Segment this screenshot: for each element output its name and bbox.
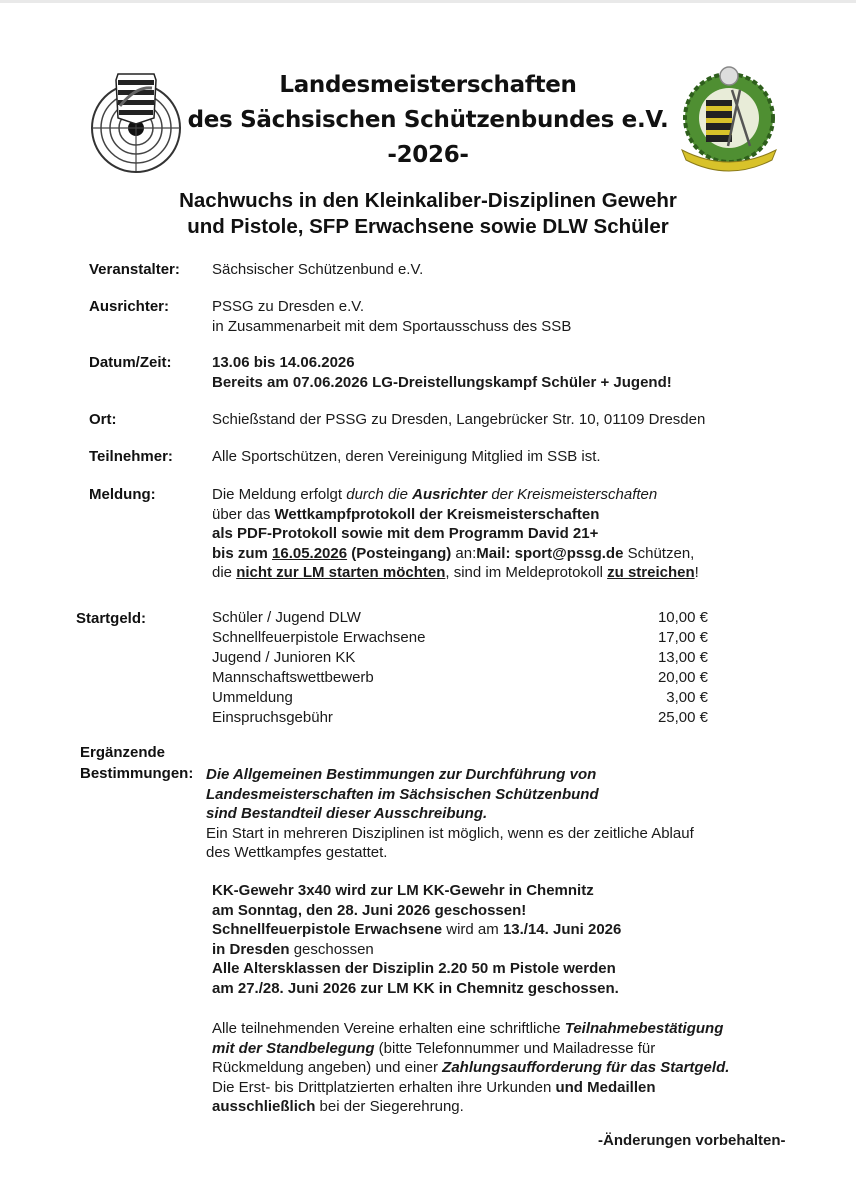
text: (Posteingang) bbox=[347, 544, 452, 562]
text bbox=[212, 920, 621, 940]
fee-name: Schnellfeuerpistole Erwachsene bbox=[212, 629, 426, 646]
text: zu streichen bbox=[607, 564, 695, 581]
fee-row bbox=[212, 609, 708, 629]
text: Die Allgemeinen Bestimmungen zur Durchführung von bbox=[206, 766, 597, 783]
text: der Kreismeisterschaften bbox=[487, 486, 658, 503]
text: die bbox=[212, 564, 237, 581]
meldung-line-4 bbox=[212, 544, 699, 564]
text: Wettkampfprotokoll der Kreismeisterschaften bbox=[274, 505, 600, 523]
text: sind Bestandteil dieser Ausschreibung. bbox=[206, 805, 488, 822]
text: Rückmeldung angeben) und einer bbox=[212, 1059, 443, 1076]
fee-amount: 25,00 € bbox=[657, 709, 708, 726]
text: Teilnahmebestätigung bbox=[564, 1020, 724, 1037]
meldung-value bbox=[212, 485, 699, 583]
text: in Dresden bbox=[212, 940, 290, 958]
fee-name: Jugend / Junioren KK bbox=[212, 649, 356, 666]
ausrichter-line-2: in Zusammenarbeit mit dem Sportausschuss des SSB bbox=[212, 317, 572, 335]
text: Schützen, bbox=[623, 544, 695, 562]
bestimmungen-p3 bbox=[212, 1019, 729, 1117]
ort-label: Ort: bbox=[89, 411, 117, 428]
fee-amount: 13,00 € bbox=[657, 649, 708, 666]
fee-name: Schüler / Jugend DLW bbox=[212, 609, 361, 626]
text: ! bbox=[694, 564, 699, 581]
subtitle-line-1: Nachwuchs in den Kleinkaliber-Disziplinen Gewehr bbox=[179, 189, 677, 212]
bestimmungen-p2 bbox=[212, 881, 621, 998]
text: durch die bbox=[346, 486, 413, 503]
meldung-label: Meldung: bbox=[89, 486, 156, 503]
fee-amount: 17,00 € bbox=[657, 629, 708, 646]
ausrichter-label: Ausrichter: bbox=[89, 298, 170, 315]
startgeld-label: Startgeld: bbox=[76, 610, 147, 627]
text: Die Meldung erfolgt bbox=[212, 486, 347, 503]
text: Schnellfeuerpistole Erwachsene bbox=[212, 921, 443, 938]
meldung-line-1 bbox=[212, 485, 699, 505]
text: KK-Gewehr 3x40 wird zur LM KK-Gewehr in Chemnitz bbox=[212, 882, 594, 899]
text: 13./14. Juni 2026 bbox=[502, 921, 622, 938]
datum-line-1: 13.06 bis 14.06.2026 bbox=[212, 354, 355, 371]
text: geschossen bbox=[289, 940, 374, 958]
text: am 27./28. Juni 2026 zur LM KK in Chemnitz geschossen. bbox=[212, 979, 619, 997]
datum-value bbox=[212, 353, 672, 392]
bestimmungen-label-2: Bestimmungen: bbox=[80, 765, 194, 782]
fee-row bbox=[212, 689, 708, 709]
text: des Wettkampfes gestattet. bbox=[206, 844, 388, 861]
email-link[interactable]: Mail: sport@pssg.de bbox=[476, 544, 624, 562]
text: mit der Standbelegung bbox=[212, 1039, 375, 1057]
text: Alle teilnehmenden Vereine erhalten eine schriftliche bbox=[212, 1020, 565, 1037]
text: Zahlungsaufforderung für das Startgeld. bbox=[442, 1059, 730, 1076]
top-border bbox=[0, 0, 856, 3]
deadline-date: 16.05.2026 bbox=[272, 544, 348, 562]
text: Landesmeisterschaften im Sächsischen Schützenbund bbox=[206, 785, 599, 803]
subtitle-line-2: und Pistole, SFP Erwachsene sowie DLW Schüler bbox=[187, 215, 669, 238]
bestimmungen-label-1: Ergänzende bbox=[80, 744, 166, 761]
teilnehmer-value: Alle Sportschützen, deren Vereinigung Mitglied im SSB ist. bbox=[212, 448, 601, 465]
text: und Medaillen bbox=[555, 1078, 656, 1096]
text bbox=[212, 940, 621, 960]
text: nicht zur LM starten möchten bbox=[236, 564, 446, 581]
fee-name: Ummeldung bbox=[212, 689, 293, 706]
text: bei der Siegerehrung. bbox=[315, 1098, 464, 1115]
title-year: -2026- bbox=[387, 142, 469, 168]
fee-row bbox=[212, 669, 708, 689]
meldung-line-3: als PDF-Protokoll sowie mit dem Programm David 21+ bbox=[212, 525, 599, 542]
fee-name: Mannschaftswettbewerb bbox=[212, 669, 374, 686]
fee-name: Einspruchsgebühr bbox=[212, 709, 333, 726]
changes-reserved-note: -Änderungen vorbehalten- bbox=[598, 1132, 786, 1149]
fee-row bbox=[212, 649, 708, 669]
fee-amount: 3,00 € bbox=[666, 689, 708, 706]
title-line-2: des Sächsischen Schützenbundes e.V. bbox=[187, 107, 669, 133]
text: bis zum bbox=[212, 544, 273, 562]
text bbox=[212, 1097, 729, 1117]
ausrichter-line-1: PSSG zu Dresden e.V. bbox=[212, 298, 365, 315]
text bbox=[212, 1078, 729, 1098]
text: über das bbox=[212, 505, 275, 523]
fee-row bbox=[212, 709, 708, 729]
fee-amount: 20,00 € bbox=[657, 669, 708, 686]
datum-line-2: Bereits am 07.06.2026 LG-Dreistellungskampf Schüler + Jugend! bbox=[212, 373, 672, 391]
text: Die Erst- bis Drittplatzierten erhalten ihre Urkunden bbox=[212, 1078, 556, 1096]
text: Ein Start in mehreren Disziplinen ist möglich, wenn es der zeitliche Ablauf bbox=[206, 824, 694, 842]
text: wird am bbox=[442, 921, 503, 938]
text: am Sonntag, den 28. Juni 2026 geschossen! bbox=[212, 901, 527, 919]
fee-amount: 10,00 € bbox=[657, 609, 708, 626]
text: Alle Altersklassen der Disziplin 2.20 50 m Pistole werden bbox=[212, 960, 616, 977]
text bbox=[212, 1039, 729, 1059]
teilnehmer-label: Teilnehmer: bbox=[89, 448, 173, 465]
text: ausschließlich bbox=[212, 1098, 316, 1115]
ort-value: Schießstand der PSSG zu Dresden, Langebrücker Str. 10, 01109 Dresden bbox=[212, 411, 706, 428]
datum-label: Datum/Zeit: bbox=[89, 354, 172, 371]
title-line-1: Landesmeisterschaften bbox=[279, 72, 577, 98]
bestimmungen-p1 bbox=[206, 765, 694, 863]
text: an: bbox=[451, 544, 477, 562]
fee-row bbox=[212, 629, 708, 649]
text bbox=[212, 1019, 729, 1039]
veranstalter-label: Veranstalter: bbox=[89, 261, 180, 278]
meldung-line-2 bbox=[212, 505, 699, 525]
veranstalter-value: Sächsischer Schützenbund e.V. bbox=[212, 261, 424, 278]
text: Ausrichter bbox=[412, 486, 488, 503]
text bbox=[212, 1058, 729, 1078]
text: (bitte Telefonnummer und Mailadresse für bbox=[374, 1039, 656, 1057]
ausrichter-value bbox=[212, 297, 571, 336]
meldung-line-5 bbox=[212, 563, 699, 583]
text: , sind im Meldeprotokoll bbox=[445, 564, 608, 581]
